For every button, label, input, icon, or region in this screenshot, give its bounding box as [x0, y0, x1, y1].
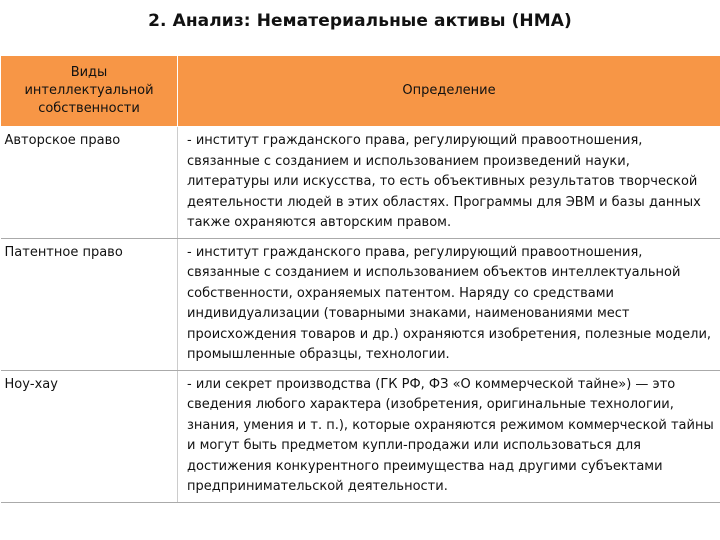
row-ip-type: Патентное право	[1, 238, 178, 370]
header-ip-type: Виды интеллектуальной собственности	[1, 56, 178, 127]
slide-title: 2. Анализ: Нематериальные активы (НМА)	[148, 11, 572, 31]
table-row	[1, 370, 720, 502]
row-ip-type: Авторское право	[1, 127, 178, 239]
table-row	[1, 127, 720, 239]
row-definition: - или секрет производства (ГК РФ, ФЗ «О коммерческой тайне») — это сведения любого характера (изобретения, оригинальные технологии, знания, умения и т. п.), которые охраняются режимом коммерческой тайны и могут быть предметом купли-продажи или использоваться для достижения конкурентного преимущества над другими субъектами предпринимательской деятельности.	[178, 370, 720, 502]
row-ip-type: Ноу-хау	[1, 370, 178, 502]
row-definition: - институт гражданского права, регулирующий правоотношения, связанные с созданием и использованием произведений науки, литературы или искусства, то есть объективных результатов творческой деятельности людей в этих областях. Программы для ЭВМ и базы данных также охраняются авторским правом.	[178, 127, 720, 239]
table-row	[1, 238, 720, 370]
row-definition: - институт гражданского права, регулирующий правоотношения, связанные с созданием и использованием объектов интеллектуальной собственности, охраняемых патентом. Наряду со средствами индивидуализации (товарными знаками, наименованиями мест происхождения товаров и др.) охраняются изобретения, полезные модели, промышленные образцы, технологии.	[178, 238, 720, 370]
ip-types-table	[0, 55, 720, 503]
header-definition: Определение	[178, 56, 720, 127]
table-header-row	[1, 56, 720, 127]
